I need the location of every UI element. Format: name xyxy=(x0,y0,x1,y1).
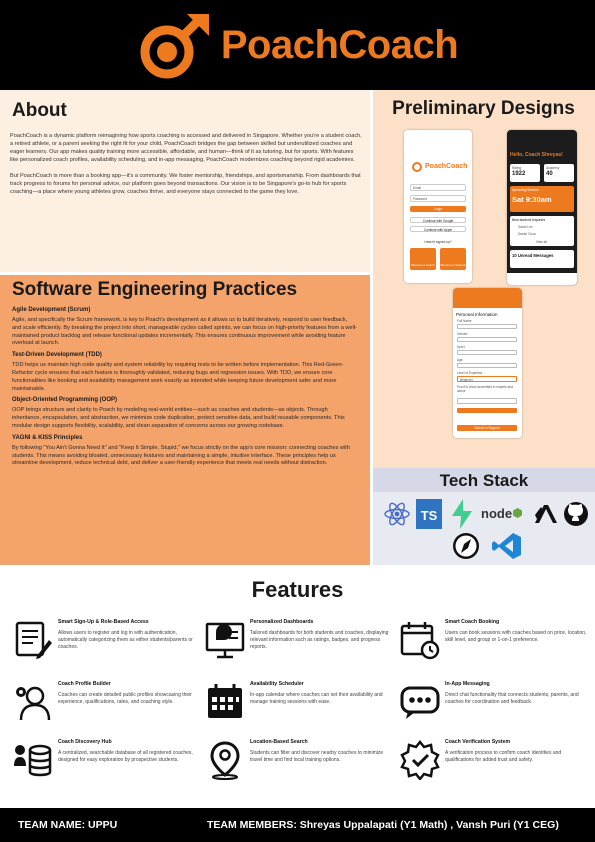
signup-form-icon xyxy=(13,620,53,660)
dashboard-screen-mockup xyxy=(507,130,577,285)
feature-title: Coach Profile Builder xyxy=(58,681,111,687)
rating-card: Rating 1922 xyxy=(510,164,540,182)
signup-prompt: Haven't signed up? xyxy=(424,240,452,244)
header xyxy=(0,0,595,90)
login-password-field[interactable]: Password xyxy=(410,195,466,202)
logo-icon xyxy=(137,10,215,80)
dashboard-greeting: Hello, Coach Shreyas! xyxy=(510,152,563,158)
feature-signup xyxy=(13,620,203,670)
student-requests-card: New student requests Sarah Lim Daniel Chua View all xyxy=(510,216,574,246)
agile-paragraph: Agile, and specifically the Scrum framework, is key to Poach's development as it allows us to build iteratively, respond to user feedback, and scale efficiently. By breaking the project into short, manageable cycles called sprints, we can focus on high-priority features from a well-maintained product backlog and release functional updates incrementally. This ensures continuous improvement while avoiding feature overload at launch. xyxy=(12,317,357,347)
google-button[interactable]: Continue with Google xyxy=(410,217,466,223)
feature-title: Availability Scheduler xyxy=(250,681,304,687)
login-email-field[interactable]: Email xyxy=(410,184,466,191)
yagni-heading: YAGNI & KISS Principles xyxy=(12,434,83,441)
oop-paragraph: OOP brings structure and clarity to Poach by modeling real-world entities—such as coaches and students—as objects. Through inheritance, encapsulation, and abstraction, we minimize code duplication, protect sensitive data, and build reusable components. This modular design supports flexibility, scalability, and clean separation of concerns across our growing codebase. xyxy=(12,407,345,429)
feature-desc: Students can filter and discover nearby coaches to minimize travel time and find local training options. xyxy=(250,750,384,763)
login-button[interactable]: Login xyxy=(410,206,466,212)
unread-messages-card[interactable]: 10 Unread Messages xyxy=(510,250,574,268)
feature-desc: In-app calendar where coaches can set their availability and manage training sessions with ease. xyxy=(250,692,383,705)
feature-booking xyxy=(400,620,590,670)
coach-profile-icon xyxy=(13,682,53,722)
proof-upload[interactable] xyxy=(457,398,517,404)
about-paragraph-2: But PoachCoach is more than a booking app—it's a community. We foster mentorship, friendships, and sportsmanship. From dashboards that track progress to forums for personal advice, our platform goes beyond transactions. Our vision is to be Singapore's go-to hub for sports coaching—a place where young athletes grow, coaches thrive, and everyone stays connected to the game they love. xyxy=(10,173,361,195)
scheduler-calendar-icon xyxy=(205,682,245,722)
feature-desc: A centralized, searchable database of all registered coaches, designed for easy exploration by prospective students. xyxy=(58,750,193,763)
feature-title: Coach Discovery Hub xyxy=(58,739,112,745)
react-icon xyxy=(383,500,411,528)
database-icon xyxy=(13,740,53,780)
feature-title: Coach Verification System xyxy=(445,739,511,745)
personal-info-screen-mockup: Personal Information Full Name Gender Sport Age Level of Expertise Beginner Proof to show accredited in experts and above Submit in Support xyxy=(453,288,522,438)
team-members: TEAM MEMBERS: Shreyas Uppalapati (Y1 Math) , Vansh Puri (Y1 CEG) xyxy=(207,819,559,831)
tech-title: Tech Stack xyxy=(373,468,595,492)
feature-desc: A verification process to confirm coach identities and qualifications for added trust and safety. xyxy=(445,750,562,763)
feature-profile xyxy=(13,682,203,732)
feature-verification xyxy=(400,740,590,790)
booking-calendar-icon xyxy=(400,620,440,660)
features-title: Features xyxy=(251,577,344,602)
preliminary-designs-section xyxy=(372,90,595,470)
submit-button[interactable]: Submit in Support xyxy=(457,425,517,431)
feature-discovery xyxy=(13,740,203,790)
academy-card: Academy 40 xyxy=(544,164,574,182)
prelim-title: Preliminary Designs xyxy=(392,98,575,119)
bottom-nav[interactable] xyxy=(507,273,577,285)
feature-title: Smart Coach Booking xyxy=(445,619,500,625)
upload-button[interactable] xyxy=(457,408,517,413)
typescript-icon: TS xyxy=(416,499,442,529)
about-section xyxy=(0,90,372,275)
features-section xyxy=(0,565,595,808)
nodejs-icon: node xyxy=(481,506,522,521)
feature-title: Personalized Dashboards xyxy=(250,619,314,625)
upcoming-session-card[interactable]: Upcoming Session Sat 9:30am xyxy=(510,186,574,212)
feature-desc: Tailored dashboards for both students and coaches, displaying relevant information such as ratings, badges, and progress reports. xyxy=(250,630,389,650)
verified-badge-icon xyxy=(400,740,440,780)
form-title: Personal Information xyxy=(456,312,498,317)
team-name: TEAM NAME: UPPU xyxy=(18,819,118,831)
divider-horizontal xyxy=(0,272,372,275)
feature-title: In-App Messaging xyxy=(445,681,490,687)
login-brand: PoachCoach xyxy=(425,163,468,170)
feature-desc: Coaches can create detailed public profiles showcasing their experience, qualifications, rates, and coaching style. xyxy=(58,692,192,705)
feature-desc: Allows users to register and log in with authentication, automatically categorizing them as either students/parents or coaches. xyxy=(58,630,193,650)
expertise-select[interactable]: Beginner xyxy=(457,376,517,382)
supabase-icon xyxy=(449,499,475,529)
feature-location xyxy=(205,740,395,790)
agile-heading: Agile Development (Scrum) xyxy=(12,307,91,313)
expo-icon xyxy=(533,501,559,527)
feature-scheduler xyxy=(205,682,395,732)
oop-heading: Object-Oriented Programming (OOP) xyxy=(12,397,118,404)
login-screen-mockup xyxy=(404,130,472,283)
become-coach-button[interactable]: Become a Coach xyxy=(410,248,436,270)
feature-messaging xyxy=(400,682,590,732)
sport-select[interactable] xyxy=(457,350,517,355)
form-header-bar xyxy=(453,288,522,308)
yagni-paragraph: By following "You Ain't Gonna Need It" and "Keep It Simple, Stupid," we focus strictly on the app's core mission: connecting coaches with students. This means avoiding bloated, unnecessary features and maintaining a simple, intuitive interface. These principles help us streamline development, reduce technical debt, and deliver a user-friendly experience that meets real needs without distraction. xyxy=(12,444,350,467)
brand-title: PoachCoach xyxy=(220,22,459,67)
footer xyxy=(0,808,595,842)
chat-bubble-icon xyxy=(400,682,440,722)
full-name-input[interactable] xyxy=(457,324,517,329)
feature-dashboard xyxy=(205,620,395,670)
dashboard-chart-icon xyxy=(205,620,245,660)
feature-desc: Users can book sessions with coaches based on price, location, skill level, and group or 1-on-1 preference. xyxy=(445,630,587,643)
become-student-button[interactable]: Become a Student xyxy=(440,248,466,270)
age-select[interactable] xyxy=(457,363,517,368)
gender-select[interactable] xyxy=(457,337,517,342)
apple-button[interactable]: Continue with Apple xyxy=(410,226,466,232)
vscode-icon xyxy=(491,531,523,561)
tdd-paragraph: TDD helps us maintain high code quality and system reliability by requiring tests to be written before implementation. This Red-Green-Refactor cycle ensures that each feature is thoroughly validated, reducing bugs and regression issues. With TDD, we ensure core functionalities like booking and availability management work exactly as intended while keeping future development safer and more maintainable. xyxy=(12,362,344,392)
feature-title: Smart Sign-Up & Role-Based Access xyxy=(58,619,149,625)
tdd-heading: Test-Driven Development (TDD) xyxy=(12,352,102,359)
feature-desc: Direct chat functionality that connects students, parents, and coaches for coordination and feedback. xyxy=(445,692,579,705)
tech-stack-section xyxy=(373,468,595,565)
compass-icon xyxy=(451,531,481,561)
swe-title: Software Engineering Practices xyxy=(12,279,298,300)
github-icon xyxy=(563,501,589,527)
about-paragraph-1: PoachCoach is a dynamic platform reimagining how sports coaching is accessed and delivered in Singapore. Whether you're a student coach, a retired athlete, or a parent seeking the right fit for your child, PoachCoach bridges the gap between skilled but underutilized coaches and eager learners. Our app makes quality training more accessible, affordable, and human—think of it as tutoring, but for sports. With features like personalized coach profiles, availability scheduling, and in-app messaging, PoachCoach modernizes coaching beyond rigid academies. xyxy=(10,133,362,163)
mini-logo-icon xyxy=(412,162,422,172)
location-pin-icon xyxy=(205,740,245,780)
software-engineering-section xyxy=(0,275,370,565)
feature-title: Location-Based Search xyxy=(250,739,308,745)
about-title: About xyxy=(12,100,67,121)
